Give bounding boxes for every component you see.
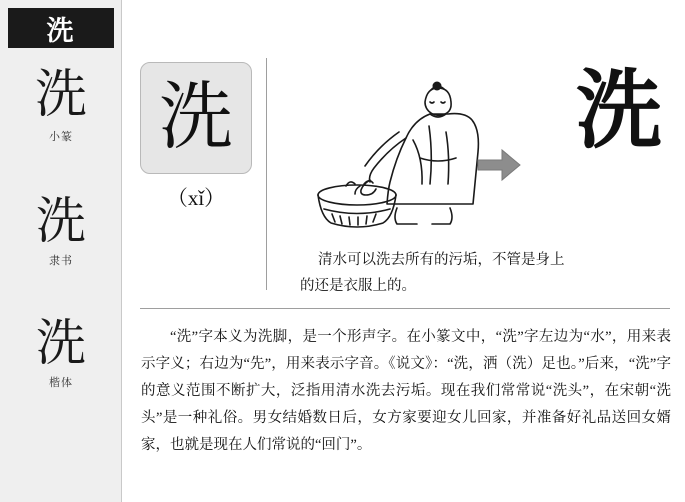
- sidebar-item-clerical-script: [0, 193, 122, 268]
- explanation-paragraph: “洗”字本义为洗脚，是一个形声字。在小篆文中，“洗”字左边为“水”，用来表示字义；右边为“先”，用来表示字音。《说文》：“洗，洒（洗）足也。”后来，“洗”字的意义范围不断扩大，泛指用清水洗去污垢。现在我们常常说“洗头”，在宋朝“洗头”是一种礼俗。男女结婚数日后，女方家要迎女儿回家，并准备好礼品送回女婿家，也就是现在人们常说的“回门”。: [141, 329, 671, 453]
- regular-script-label: 楷体: [49, 377, 73, 389]
- sidebar-header: [8, 8, 114, 48]
- clerical-script-label: 隶书: [49, 255, 73, 267]
- character-card: [140, 62, 252, 174]
- illustration-caption: [300, 247, 660, 299]
- seal-script-glyph: 洗: [34, 67, 87, 124]
- pinyin-label: （xǐ）: [166, 186, 226, 210]
- seal-script-large-glyph: 洗: [576, 63, 662, 159]
- illustration: [280, 62, 670, 237]
- sidebar-header-character: 洗: [46, 15, 76, 46]
- main-character: 洗: [159, 77, 233, 159]
- seal-script-label: 小篆: [49, 131, 73, 143]
- arrow-right-icon: [478, 150, 520, 180]
- sidebar-item-seal-script: [0, 67, 122, 144]
- regular-script-glyph: 洗: [36, 315, 86, 371]
- sidebar: [0, 0, 122, 502]
- caption-line-1: 清水可以洗去所有的污垢，不管是身上: [318, 252, 565, 268]
- horizontal-divider: [140, 308, 670, 309]
- sidebar-item-regular-script: [0, 315, 122, 390]
- clerical-script-glyph: 洗: [36, 193, 86, 249]
- caption-line-2: 的还是衣服上的。: [300, 278, 416, 294]
- vertical-divider: [266, 58, 267, 290]
